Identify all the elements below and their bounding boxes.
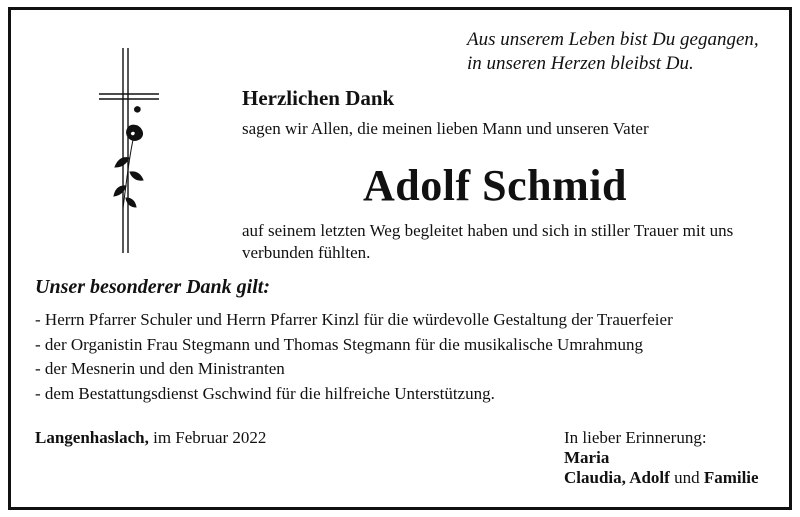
cross-with-rose-icon	[99, 48, 159, 253]
special-thanks-list	[35, 310, 673, 408]
list-item: - der Mesnerin und den Ministranten	[35, 359, 285, 378]
signature-lead: In lieber Erinnerung:	[564, 428, 707, 447]
signature-name-2: Claudia, Adolf	[564, 468, 670, 487]
verse-line-1: Aus unserem Leben bist Du gegangen,	[467, 29, 759, 50]
special-thanks-heading: Unser besonderer Dank gilt:	[35, 276, 271, 298]
place-town: Langenhaslach,	[35, 428, 149, 447]
signature-name-3: Familie	[703, 468, 759, 487]
list-item: - Herrn Pfarrer Schuler und Herrn Pfarrer Kinzl für die würdevolle Gestaltung der Trauerfeier	[35, 310, 673, 329]
place-date	[35, 428, 266, 448]
place-date-text: im Februar 2022	[148, 428, 267, 447]
list-item: - dem Bestattungsdienst Gschwind für die hilfreiche Unterstützung.	[35, 383, 495, 403]
intro-text: sagen wir Allen, die meinen lieben Mann und unseren Vater	[242, 119, 649, 138]
verse	[467, 28, 759, 76]
signature-connector: und	[669, 468, 704, 487]
verse-line-2: in unseren Herzen bleibst Du.	[467, 53, 694, 74]
signature	[564, 428, 759, 488]
heading: Herzlichen Dank	[242, 86, 395, 110]
obituary-notice	[8, 7, 792, 510]
list-item: - der Organistin Frau Stegmann und Thomas Stegmann für die musikalische Umrahmung	[35, 334, 643, 354]
signature-name-1: Maria	[564, 448, 610, 467]
deceased-name: Adolf Schmid	[363, 161, 627, 210]
paragraph: auf seinem letzten Weg begleitet haben und sich in stiller Trauer mit uns verbunden fühlten.	[242, 221, 734, 262]
